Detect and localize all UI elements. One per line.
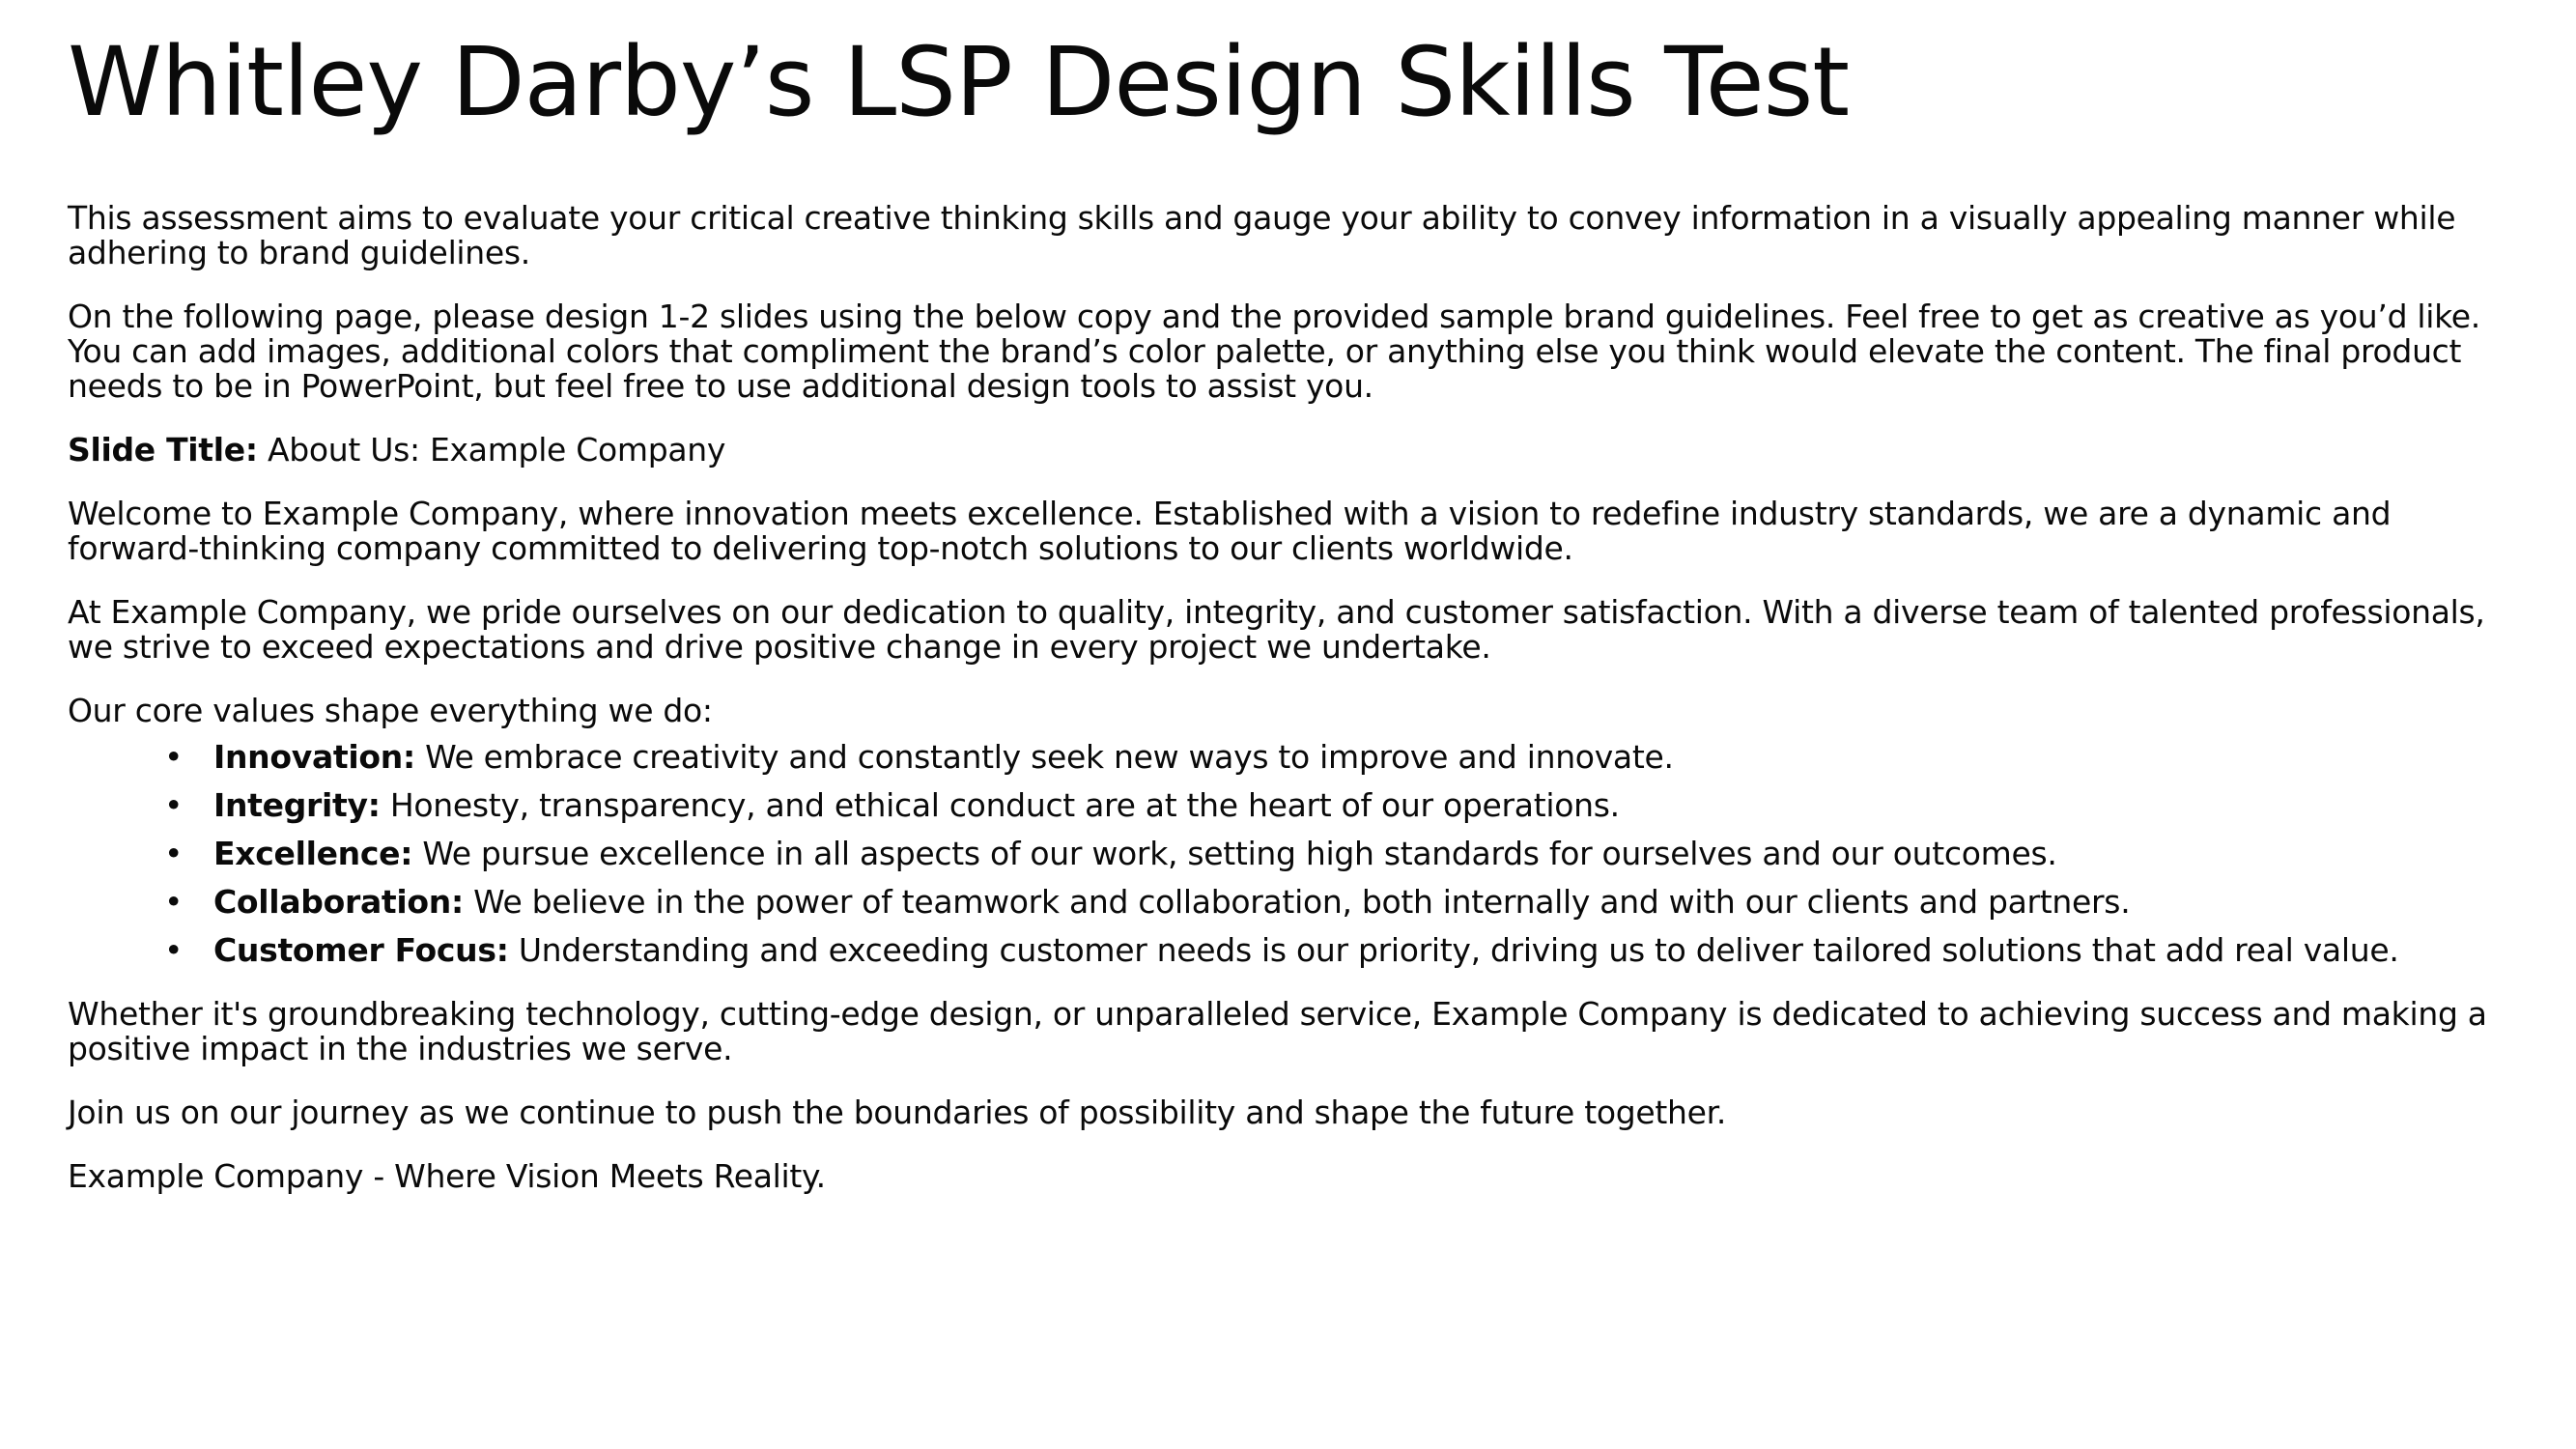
slide-title-value: About Us: Example Company xyxy=(267,431,726,469)
core-values-intro: Our core values shape everything we do: xyxy=(68,692,713,729)
core-values-list xyxy=(68,740,2521,968)
value-text: Understanding and exceeding customer needs is our priority, driving us to deliver tailored solutions that add real value. xyxy=(518,931,2399,969)
value-label: Innovation: xyxy=(213,738,415,776)
list-item xyxy=(68,933,2521,968)
bullet-icon: • xyxy=(164,883,184,921)
tagline: Example Company - Where Vision Meets Reality. xyxy=(68,1157,826,1195)
list-item xyxy=(68,885,2521,920)
value-text: We believe in the power of teamwork and collaboration, both internally and with our clients and partners. xyxy=(473,883,2131,921)
value-text: We pursue excellence in all aspects of our work, setting high standards for ourselves and our outcomes. xyxy=(422,835,2057,872)
document-page xyxy=(68,25,2521,1223)
document-body xyxy=(68,201,2521,1194)
intro-paragraph: This assessment aims to evaluate your critical creative thinking skills and gauge your ability to convey information in a visually appealing manner while adhering to brand guidelines. xyxy=(68,199,2456,271)
instructions-paragraph: On the following page, please design 1-2 slides using the below copy and the provided sample brand guidelines. Feel free to get as creative as you’d like. You can add images, additional colors that compliment the brand’s color palette, or anything else you think would elevate the content. The final product needs to be in PowerPoint, but feel free to use additional design tools to assist you. xyxy=(68,298,2480,405)
value-label: Integrity: xyxy=(213,786,381,824)
value-label: Excellence: xyxy=(213,835,413,872)
welcome-paragraph: Welcome to Example Company, where innovation meets excellence. Established with a vision to redefine industry standards, we are a dynamic and forward-thinking company committed to delivering top-notch solutions to our clients worldwide. xyxy=(68,495,2392,567)
value-label: Collaboration: xyxy=(213,883,464,921)
list-item xyxy=(68,837,2521,871)
bullet-icon: • xyxy=(164,786,184,824)
list-item xyxy=(68,788,2521,823)
value-text: Honesty, transparency, and ethical conduct are at the heart of our operations. xyxy=(389,786,1620,824)
value-text: We embrace creativity and constantly seek new ways to improve and innovate. xyxy=(425,738,1674,776)
journey-paragraph: Join us on our journey as we continue to push the boundaries of possibility and shape the future together. xyxy=(68,1094,1727,1131)
list-item xyxy=(68,740,2521,775)
slide-title-label: Slide Title: xyxy=(68,431,258,469)
page-title: Whitley Darby’s LSP Design Skills Test xyxy=(68,27,1850,138)
bullet-icon: • xyxy=(164,835,184,872)
bullet-icon: • xyxy=(164,931,184,969)
dedication-paragraph: Whether it's groundbreaking technology, cutting-edge design, or unparalleled service, Example Company is dedicated to achieving success and making a positive impact in the industries we serve. xyxy=(68,995,2487,1067)
bullet-icon: • xyxy=(164,738,184,776)
value-label: Customer Focus: xyxy=(213,931,509,969)
pride-paragraph: At Example Company, we pride ourselves on our dedication to quality, integrity, and customer satisfaction. With a diverse team of talented professionals, we strive to exceed expectations and drive positive change in every project we undertake. xyxy=(68,593,2485,666)
slide-title-line xyxy=(68,433,2521,468)
